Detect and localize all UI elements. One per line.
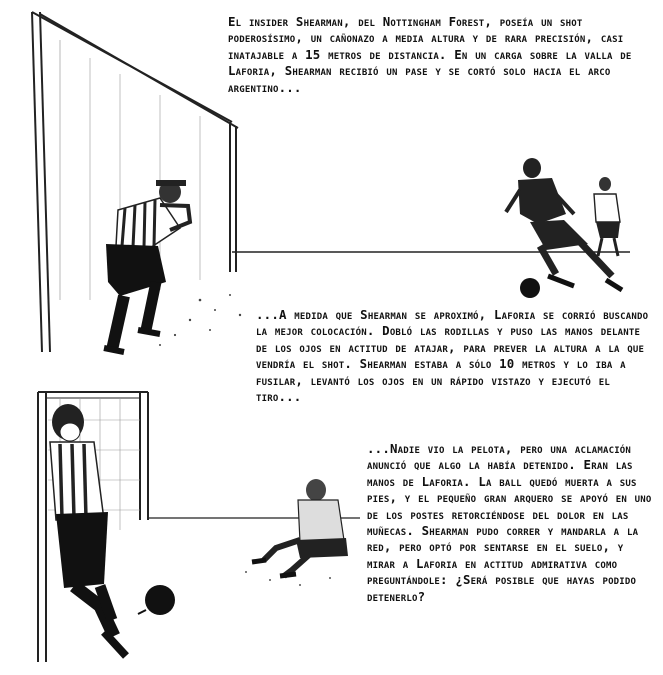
background-player-figure [594,177,620,256]
goalkeeper-crouching-figure [104,180,241,352]
caption-panel-2: ...A medida que Shearman se aproximó, Laforia se corrió buscando la mejor colocación. Dobló las rodillas y puso las manos delante de los ojos en actitud de atajar, para prever la altura a la que vendría el shot. Shearman estaba a sólo 10 metros y lo iba a fusilar, levantó los ojos en un rápido vistazo y ejecutó el tiro... [256,307,649,405]
caption-panel-1: El insider Shearman, del Nottingham Forest, poseía un shot poderosísimo, un cañonazo a media altura y de rara precisión, casi inatajable a 15 metros de distancia. En un carga sobre la valla de Laforia, Shearman recibió un pase y se cortó solo hacia el arco argentino... [228,14,632,95]
striker-sitting-figure [245,479,348,586]
goalkeeper-leaning-figure [50,404,175,656]
caption-panel-3: ...Nadie vio la pelota, pero una aclamación anunció que algo la había detenido. Eran las manos de Laforia. La ball quedó muerta a sus pies, y el pequeño gran arquero se apoyó en uno de los postes retorciéndose del dolor en las muñecas. Shearman pudo correr y mandarla a la red, pero optó por sentarse en el suelo, y mirar a Laforia en actitud admirativa como preguntándole: ¿Será posible que hayas podido detenerlo? [367,441,652,604]
